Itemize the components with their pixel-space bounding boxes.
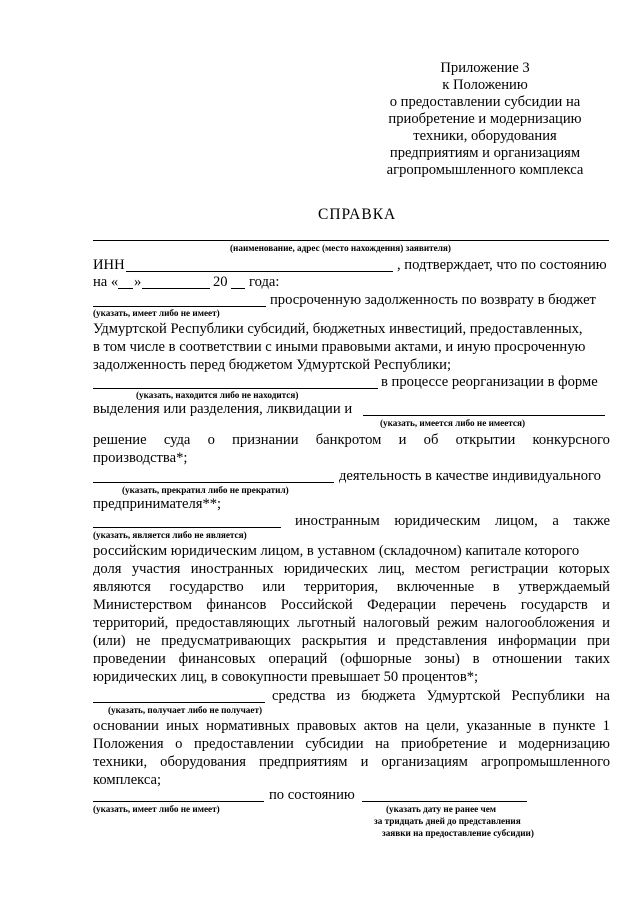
word: о (175, 736, 183, 752)
liquidation-field-line (363, 415, 605, 416)
foreign-par-line-8: юридических лиц, в совокупности превышает 50 процентов*; (93, 669, 479, 685)
word: техники, (93, 754, 148, 770)
word: финансов (206, 597, 267, 613)
word: иных (166, 718, 199, 734)
funds-line (272, 687, 610, 705)
word: на (595, 688, 610, 704)
word: местом (415, 561, 461, 577)
word: и (602, 597, 610, 613)
year-field-line (231, 288, 245, 289)
foreign-word: а (552, 513, 559, 529)
grounds-line-2 (93, 735, 610, 753)
foreign-word: иностранным (295, 513, 380, 529)
on-date-post: года: (249, 274, 280, 290)
word: включенные (396, 579, 475, 595)
word: и (360, 754, 369, 770)
word: бюджета (361, 688, 416, 704)
date-hint-line-2: за тридцать дней до представления (374, 816, 521, 826)
word: оборудования (160, 754, 246, 770)
word: перечень (450, 597, 507, 613)
liquidation-text: выделения или разделения, ликвидации и (93, 401, 353, 417)
word: утверждаемый (518, 579, 610, 595)
appendix-line-5: техники, оборудования (413, 128, 557, 144)
word: территория, (303, 579, 379, 595)
word: цели, (426, 718, 460, 734)
word: являются (93, 579, 151, 595)
court-word: и (398, 432, 407, 448)
entrepreneur-line-2: предпринимателя**; (93, 496, 222, 512)
word: нормативных (206, 718, 290, 734)
word: государств (520, 597, 588, 613)
word: которых (558, 561, 610, 577)
appendix-line-4: приобретение и модернизацию (388, 111, 582, 127)
funds-field-line (93, 702, 265, 703)
word: налогообложения (485, 615, 595, 631)
grounds-line-3 (93, 753, 610, 771)
word: на (404, 718, 419, 734)
appendix-line-7: агропромышленного комплекса (386, 162, 584, 178)
inn-label: ИНН (93, 257, 125, 273)
word: лиц, (378, 561, 405, 577)
reorg-hint: (указать, находится либо не находится) (136, 390, 299, 400)
on-date-year: 20 (213, 274, 228, 290)
word: не (136, 633, 151, 649)
court-word: признании (232, 432, 299, 448)
word: и (377, 633, 386, 649)
liquidation-hint: (указать, имеется либо не имеется) (380, 418, 526, 428)
court-word: об (423, 432, 439, 448)
word: предусматривающих (161, 633, 292, 649)
court-line-1 (93, 431, 610, 449)
funds-hint: (указать, получает либо не получает) (108, 705, 263, 715)
court-word: суда (163, 432, 191, 448)
word: предприятиям (258, 754, 348, 770)
month-field-line (142, 288, 210, 289)
word: правовых (296, 718, 357, 734)
entrepreneur-hint: (указать, прекратил либо не прекратил) (122, 485, 289, 495)
applicant-hint: (наименование, адрес (место нахождения) заявителя) (230, 243, 451, 253)
p1-line-2: в том числе в соответствии с иными правовыми актами, и иную просроченную (93, 339, 586, 355)
foreign-line-1 (295, 512, 610, 530)
day-field-line (118, 288, 133, 289)
debt-hint: (указать, имеет либо не имеет) (93, 308, 220, 318)
entrepreneur-field-line (93, 482, 334, 483)
grounds-line-1 (93, 717, 610, 735)
entrepreneur-text: деятельность в качестве индивидуального (339, 468, 601, 484)
word: (или) (93, 633, 126, 649)
word: Республики (511, 688, 585, 704)
foreign-word: лицом, (494, 513, 538, 529)
appendix-line-6: предприятиям и организациям (389, 145, 581, 161)
word: представления (396, 633, 488, 649)
word: при (587, 633, 610, 649)
word: льготный (297, 615, 356, 631)
date-hint-line-3: заявки на предоставление субсидии) (382, 828, 534, 838)
debt-field-line (93, 306, 266, 307)
appendix-line-2: к Положению (442, 77, 528, 93)
final-field-line (93, 801, 264, 802)
word: в (538, 718, 546, 734)
foreign-par-line-1: российским юридическим лицом, в уставном (складочном) капитале которого (93, 543, 580, 559)
p1-line-3: задолженность перед бюджетом Удмуртской Республики; (93, 357, 452, 373)
word: проведении (93, 651, 166, 667)
word: и (498, 736, 507, 752)
word: таких (574, 651, 610, 667)
court-word: открытии (455, 432, 516, 448)
court-word: решение (93, 432, 147, 448)
word: Федерации (367, 597, 437, 613)
p1-line-1: Удмуртской Республики субсидий, бюджетных инвестиций, предоставленных, (93, 321, 583, 337)
word: пункте (552, 718, 596, 734)
word: организациям (381, 754, 468, 770)
final-hint: (указать, имеет либо не имеет) (93, 804, 220, 814)
word: в (492, 579, 500, 595)
foreign-field-line (93, 527, 281, 528)
foreign-par-line-4 (93, 596, 610, 614)
foreign-hint: (указать, является либо не является) (93, 530, 247, 540)
word: (офшорные (340, 651, 412, 667)
foreign-word: также (573, 513, 610, 529)
word: средства (272, 688, 326, 704)
debt-text: просроченную задолженность по возврату в бюджет (270, 292, 596, 308)
word: финансовых (178, 651, 256, 667)
court-word: банкротом (315, 432, 382, 448)
word: налоговый (363, 615, 430, 631)
word: актов (363, 718, 398, 734)
word: юридических (283, 561, 368, 577)
inn-field-line (126, 271, 393, 272)
word: регистрации (470, 561, 549, 577)
word: в (472, 651, 480, 667)
word: модернизацию (518, 736, 610, 752)
word: доля (93, 561, 122, 577)
word: иностранных (190, 561, 274, 577)
word: из (336, 688, 351, 704)
word: Российской (280, 597, 353, 613)
word: территорий, (93, 615, 169, 631)
word: Положения (93, 736, 164, 752)
on-date-mid: » (134, 274, 142, 290)
word: предоставляющих (175, 615, 290, 631)
word: участия (131, 561, 181, 577)
word: приобретение (400, 736, 488, 752)
foreign-par-line-2 (93, 560, 610, 578)
word: Министерством (93, 597, 192, 613)
word: предоставлении (193, 736, 294, 752)
court-word: о (207, 432, 215, 448)
appendix-line-1: Приложение 3 (440, 60, 530, 76)
word: 1 (602, 718, 610, 734)
word: операций (268, 651, 328, 667)
word: основании (93, 718, 159, 734)
word: раскрытия (301, 633, 368, 649)
as-of-text: по состоянию (269, 787, 355, 803)
date-field-line (362, 801, 527, 802)
word: информации (497, 633, 577, 649)
reorg-text: в процессе реорганизации в форме (381, 374, 598, 390)
word: или (262, 579, 286, 595)
word: отношении (492, 651, 562, 667)
word: субсидии (305, 736, 364, 752)
date-hint-line-1: (указать дату не ранее чем (386, 804, 497, 814)
grounds-line-4: комплекса; (93, 772, 162, 788)
word: зоны) (424, 651, 460, 667)
reorg-field-line (93, 388, 378, 389)
foreign-par-line-3 (93, 578, 610, 596)
foreign-par-line-5 (93, 614, 610, 632)
word: указанные (466, 718, 532, 734)
word: и (602, 615, 610, 631)
foreign-word: юридическим (394, 513, 481, 529)
word: государство (169, 579, 244, 595)
word: на (375, 736, 390, 752)
word: Удмуртской (426, 688, 501, 704)
confirms-text: , подтверждает, что по состоянию (397, 257, 607, 273)
document-title: СПРАВКА (318, 206, 397, 223)
appendix-line-3: о предоставлении субсидии на (389, 94, 581, 110)
word: агропромышленного (480, 754, 610, 770)
foreign-par-line-7 (93, 650, 610, 668)
foreign-par-line-6 (93, 632, 610, 650)
on-date-pre: на « (93, 274, 119, 290)
court-line-2: производства*; (93, 450, 188, 466)
court-word: конкурсного (532, 432, 610, 448)
word: режим (437, 615, 478, 631)
applicant-field-line (93, 240, 609, 241)
